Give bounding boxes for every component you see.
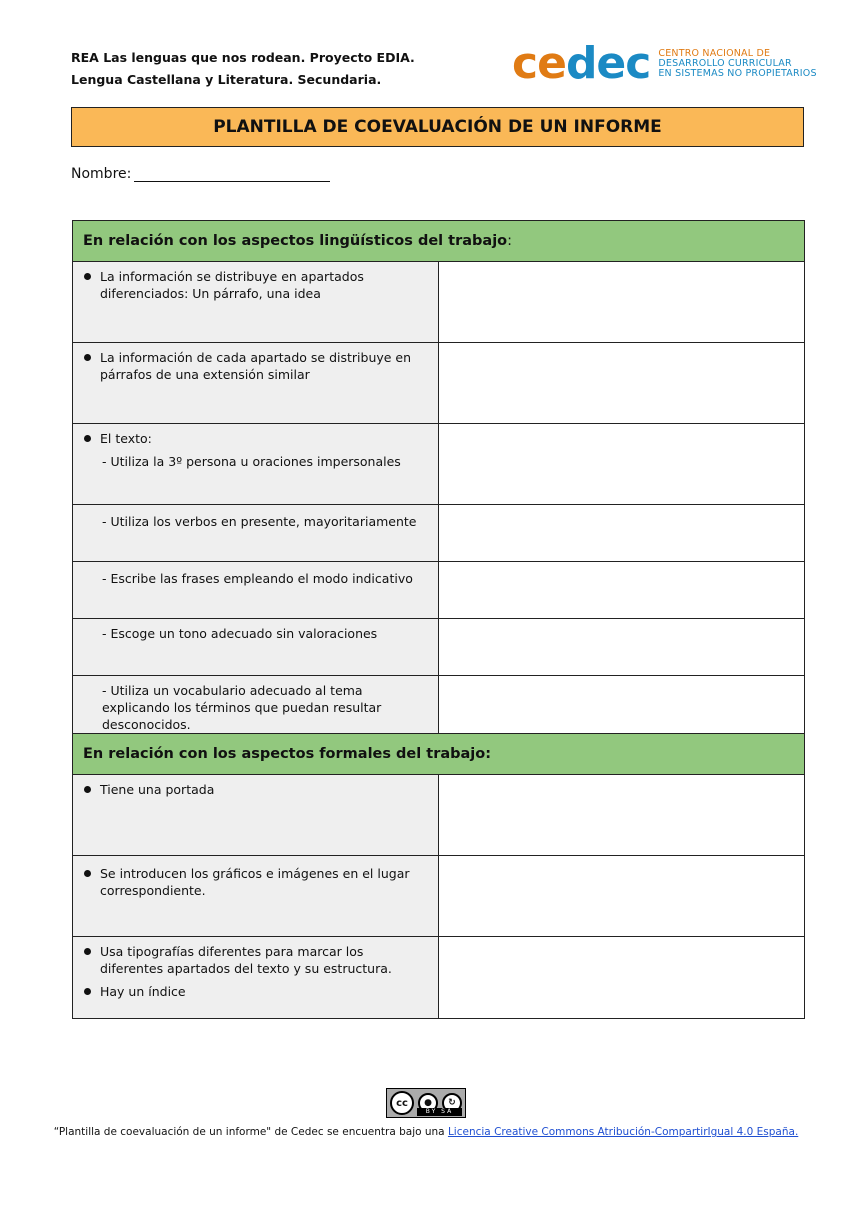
cedec-logo: [512, 40, 817, 88]
bullet-icon: [84, 988, 91, 995]
criterion-text: La información se distribuye en apartados diferenciados: Un párrafo, una idea: [100, 269, 364, 301]
license-footer: [0, 1088, 852, 1138]
evaluation-table: [72, 220, 805, 1019]
bullet-icon: [84, 948, 91, 955]
answer-cell[interactable]: [439, 262, 805, 343]
logo-sub-line-1: CENTRO NACIONAL DE: [658, 48, 771, 59]
cc-strip: [417, 1108, 462, 1116]
logo-sub-line-2: DESARROLLO CURRICULAR: [658, 58, 792, 69]
criterion-subtext: - Escoge un tono adecuado sin valoraciones: [102, 626, 378, 641]
by-label: BY: [425, 1108, 438, 1115]
bullet-icon: [84, 786, 91, 793]
section-heading-linguistic: [73, 221, 805, 262]
criterion-text: El texto:: [100, 431, 152, 446]
criterion-cell: [73, 937, 439, 1019]
criterion-subtext: - Utiliza la 3º persona u oraciones impersonales: [102, 454, 401, 469]
answer-cell[interactable]: [439, 676, 805, 734]
header-line-2: Lengua Castellana y Literatura. Secundaria.: [71, 72, 382, 87]
answer-cell[interactable]: [439, 343, 805, 424]
answer-cell[interactable]: [439, 937, 805, 1019]
logo-word-part1: ce: [512, 38, 566, 89]
answer-cell[interactable]: [439, 619, 805, 676]
document-header: [71, 47, 415, 91]
cc-by-sa-badge[interactable]: [386, 1088, 466, 1118]
bullet-icon: [84, 354, 91, 361]
cedec-logo-subtitle: [658, 49, 816, 79]
criterion-cell: [73, 775, 439, 856]
section-heading-colon: :: [507, 233, 513, 249]
criterion-cell: [73, 424, 439, 505]
criterion-subtext: - Utiliza los verbos en presente, mayoritariamente: [102, 514, 417, 529]
criterion-text: Hay un índice: [100, 984, 186, 999]
person-icon: ●: [418, 1093, 438, 1113]
cedec-logo-word: [512, 38, 651, 89]
criterion-text: Se introducen los gráficos e imágenes en el lugar correspondiente.: [100, 866, 410, 898]
answer-cell[interactable]: [439, 775, 805, 856]
name-field: [71, 165, 330, 182]
name-blank-line[interactable]: [134, 165, 330, 182]
name-label: Nombre:: [71, 166, 132, 182]
criterion-subtext: - Escribe las frases empleando el modo indicativo: [102, 571, 413, 586]
answer-cell[interactable]: [439, 424, 805, 505]
criterion-cell: [73, 856, 439, 937]
answer-cell[interactable]: [439, 856, 805, 937]
criterion-text: Usa tipografías diferentes para marcar los diferentes apartados del texto y su estructura.: [100, 944, 392, 976]
criterion-subtext: - Utiliza un vocabulario adecuado al tema explicando los términos que puedan resultar desconocidos.: [102, 683, 382, 732]
bullet-icon: [84, 273, 91, 280]
bullet-icon: [84, 435, 91, 442]
logo-word-part2: dec: [565, 38, 651, 89]
criterion-cell: [73, 676, 439, 734]
license-link[interactable]: Licencia Creative Commons Atribución-CompartirIgual 4.0 España.: [447, 1126, 799, 1138]
sa-label: SA: [441, 1108, 454, 1115]
header-line-1: REA Las lenguas que nos rodean. Proyecto EDIA.: [71, 50, 415, 65]
answer-cell[interactable]: [439, 505, 805, 562]
criterion-cell: [73, 262, 439, 343]
section-heading-formal: En relación con los aspectos formales del trabajo:: [73, 734, 805, 775]
criterion-cell: [73, 343, 439, 424]
criterion-cell: [73, 619, 439, 676]
share-alike-icon: ↻: [442, 1093, 462, 1113]
answer-cell[interactable]: [439, 562, 805, 619]
criterion-text: Tiene una portada: [100, 782, 215, 797]
section-heading-text: En relación con los aspectos lingüísticos del trabajo: [83, 233, 508, 249]
logo-sub-line-3: EN SISTEMAS NO PROPIETARIOS: [658, 68, 817, 79]
license-text: [0, 1126, 852, 1138]
page-title: PLANTILLA DE COEVALUACIÓN DE UN INFORME: [71, 107, 804, 147]
license-statement: “Plantilla de coevaluación de un informe" de Cedec se encuentra bajo una: [53, 1126, 448, 1138]
criterion-cell: [73, 562, 439, 619]
criterion-cell: [73, 505, 439, 562]
cc-icon: cc: [390, 1091, 414, 1115]
criterion-text: La información de cada apartado se distribuye en párrafos de una extensión similar: [100, 350, 412, 382]
bullet-icon: [84, 870, 91, 877]
